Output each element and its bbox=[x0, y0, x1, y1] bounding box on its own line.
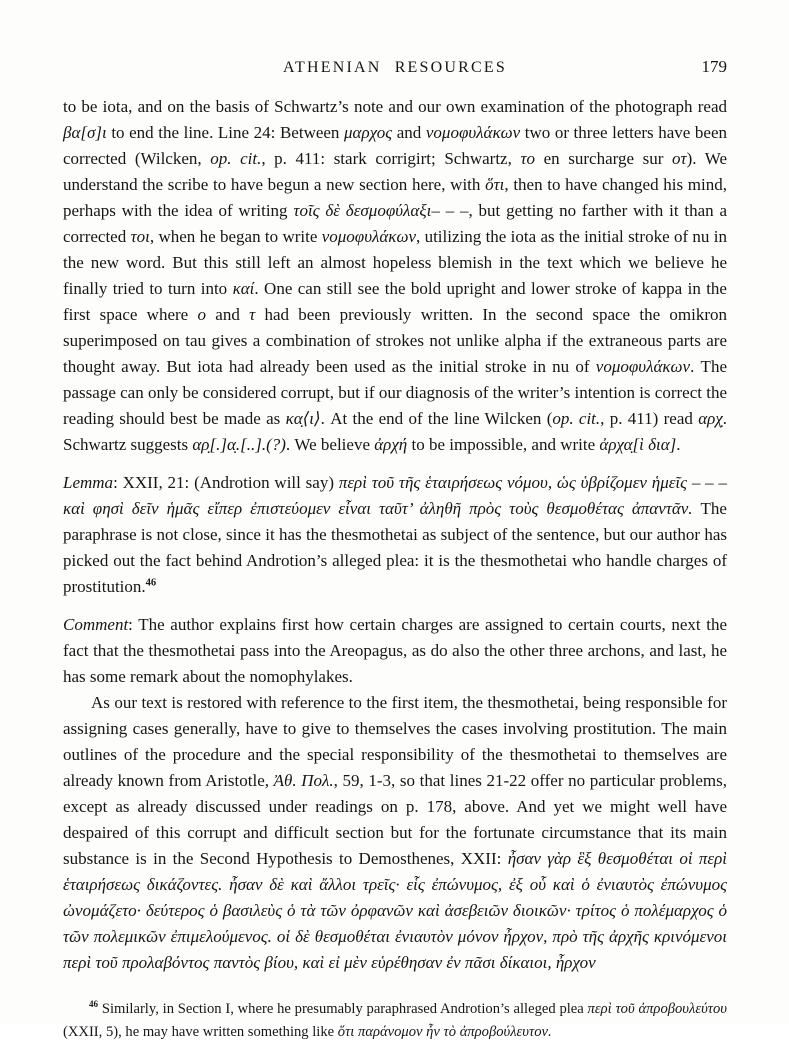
page-header bbox=[63, 54, 727, 80]
footnote-46: $^{46}$ Similarly, in Section I, where he presumably paraphrased Androtion’s alleged plea περὶ τοῦ ἀπροβουλεύτου (XXII, 5), he may have written something like ὅτι παράνομον ἦν τὸ ἀπροβούλευτον. bbox=[63, 999, 727, 1040]
comment-paragraph: Comment: The author explains first how certain charges are assigned to certain courts, next the fact that the thesmothetai pass into the Areopagus, as do also the other three archons, and last, he has some remark about the nomophylakes. bbox=[63, 615, 727, 686]
running-head-title: ATHENIAN RESOURCES bbox=[283, 59, 507, 76]
comment-continuation-paragraph: As our text is restored with reference to the first item, the thesmothetai, being responsible for assigning cases generally, have to give to themselves the cases involving prostitution. The main outlines of the procedure and the special responsibility of the thesmothetai to themselves are already known from Aristotle, Ἀθ. Πολ., 59, 1-3, so that lines 21-22 offer no particular problems, except as already discussed under readings on p. 178, above. And yet we might well have despaired of this corrupt and difficult section but for the fortunate circumstance that its main substance is in the Second Hypothesis to Demosthenes, XXII: ἦσαν γὰρ ἓξ θεσμοθέται οἱ περὶ ἑταιρήσεως δικάζοντες. ἦσαν δὲ καὶ ἄλλοι τρεῖς· εἷς ἐπώνυμος, ἐξ οὗ καὶ ὁ ἐνιαυτὸς ἐπώνυμος ὠνομάζετο· δεύτερος ὁ βασιλεὺς ὁ τὰ τῶν ὀρφανῶν καὶ ἀσεβειῶν διοικῶν· τρίτος ὁ πολέμαρχος ὁ τῶν πολεμικῶν ἐπιμελούμενος. οἱ δὲ θεσμοθέται ἐνιαυτὸν μόνον ἦρχον, πρὸ τῆς ἀρχῆς κρινόμενοι περὶ τοῦ προλαβόντος παντὸς βίου, καὶ εἰ μὲν εὑρέθησαν ἐν πᾶσι δίκαιοι, ἦρχον bbox=[63, 693, 728, 972]
page-number: 179 bbox=[701, 57, 727, 76]
paragraph-line24-discussion: to be iota, and on the basis of Schwartz’s note and our own examination of the photograph read βα[σ]ι to end the line. Line 24: Between μαρχος and νομοφυλάκων two or three letters have been corrected (Wilcken, op. cit., p. 411: stark corrigirt; Schwartz, το en surcharge sur οτ). We understand the scribe to have begun a new section here, with ὅτι, then to have changed his mind, perhaps with the idea of writing τοῖς δὲ δεσμοφύλαξι– – –, but getting no farther with it than a corrected τοι, when he began to write νομοφυλάκων, utilizing the iota as the initial stroke of nu in the new word. But this still left an almost hopeless blemish in the text which we believe he finally tried to turn into καί. One can still see the bold upright and lower stroke of kappa in the first space where ο and τ had been previously written. In the second space the omikron superimposed on tau gives a combination of strokes not unlike alpha if the extraneous parts are thought away. But iota had already been used as the initial stroke in nu of νομοφυλάκων. The passage can only be considered corrupt, but if our diagnosis of the writer’s intention is correct the reading should best be made as κα̣⟨ι⟩. At the end of the line Wilcken (op. cit., p. 411) read αρχ̣. Schwartz suggests αρ̣[.]α̣.[..].(?). We believe ἀρχή to be impossible, and write ἀρχα̣[ὶ δια]. bbox=[63, 97, 728, 454]
page-body bbox=[63, 94, 727, 976]
lemma-paragraph: Lemma: XXII, 21: (Androtion will say) περὶ τοῦ τῆς ἑταιρήσεως νόμου, ὡς ὑβρίζομεν ἡμεῖς – – – καὶ φησὶ δεῖν ἡμᾶς εἴπερ ἐπιστεύομεν εἶναι ταῦτ’ ἀληθῆ πρὸς τοὺς θεσμοθέτας ἀπαντᾶν. The paraphrase is not close, since it has the thesmothetai as subject of the sentence, but our author has picked out the fact behind Androtion’s alleged plea: it is the thesmothetai who handle charges of prostitution.$^{46}$ bbox=[63, 473, 727, 596]
